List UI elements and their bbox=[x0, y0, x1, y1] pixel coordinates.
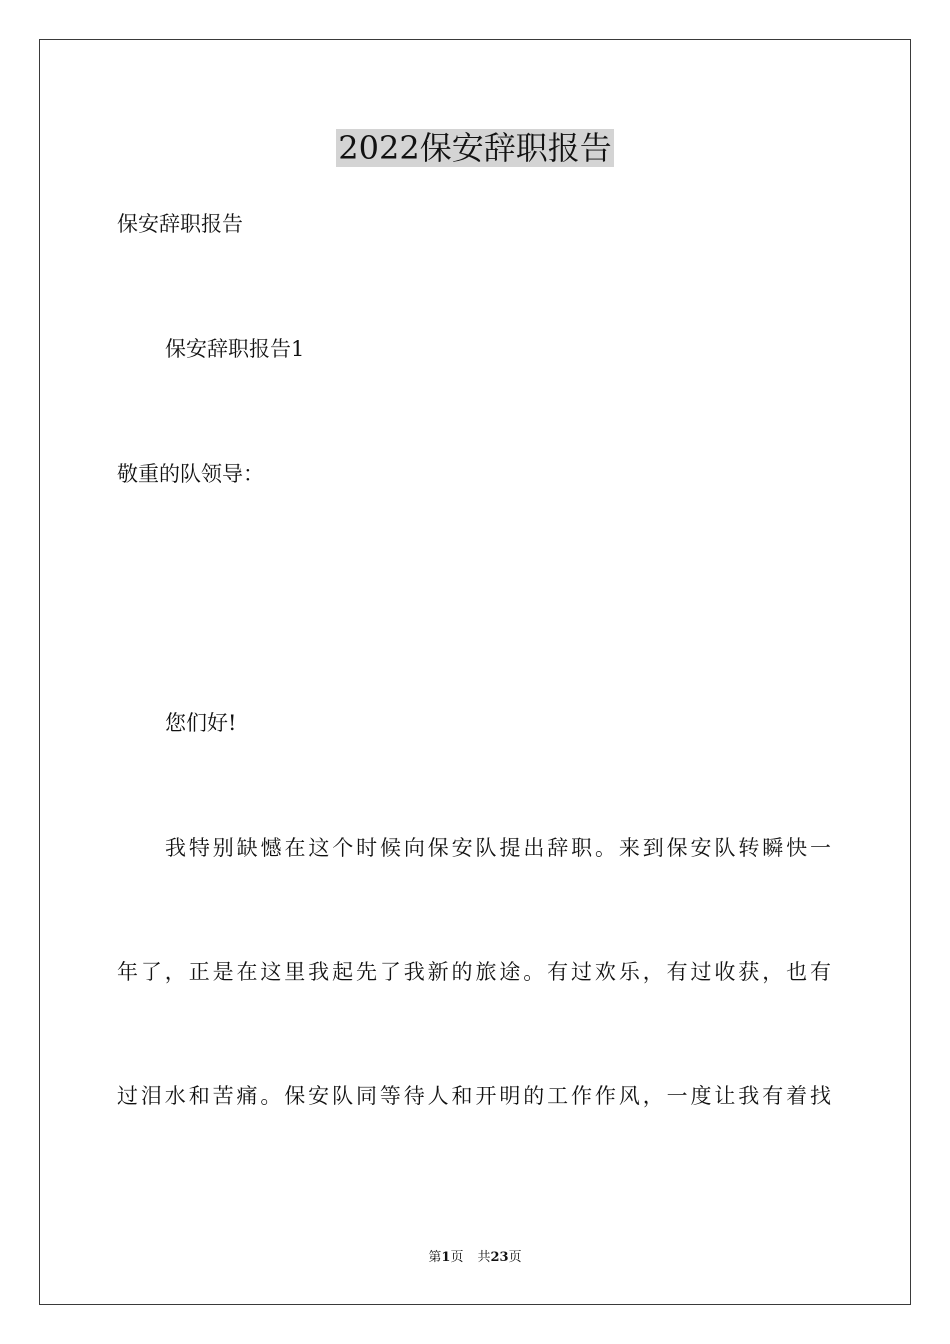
footer-page-prefix: 第 bbox=[428, 1250, 442, 1265]
salutation: 敬重的队领导： bbox=[117, 462, 264, 486]
section-heading: 保安辞职报告1 bbox=[165, 337, 305, 361]
footer-total-suffix: 页 bbox=[508, 1250, 522, 1265]
body-line: 过泪水和苦痛。保安队同等待人和开明的工作作风，一度让我有着找 bbox=[117, 1084, 831, 1108]
body-line: 我特别缺憾在这个时候向保安队提出辞职。来到保安队转瞬快一 bbox=[165, 836, 831, 860]
greeting: 您们好! bbox=[165, 711, 237, 735]
document-title bbox=[0, 126, 950, 170]
body-line: 年了，正是在这里我起先了我新的旅途。有过欢乐，有过收获，也有 bbox=[117, 960, 831, 984]
footer-total-prefix: 共 bbox=[477, 1250, 491, 1265]
document-subtitle: 保安辞职报告 bbox=[117, 212, 243, 236]
page-footer bbox=[0, 1249, 950, 1267]
footer-page-number: 1 bbox=[441, 1250, 451, 1265]
footer-total-pages: 23 bbox=[490, 1250, 509, 1265]
document-title-text: 2022保安辞职报告 bbox=[338, 129, 612, 167]
footer-page-suffix: 页 bbox=[450, 1250, 464, 1265]
